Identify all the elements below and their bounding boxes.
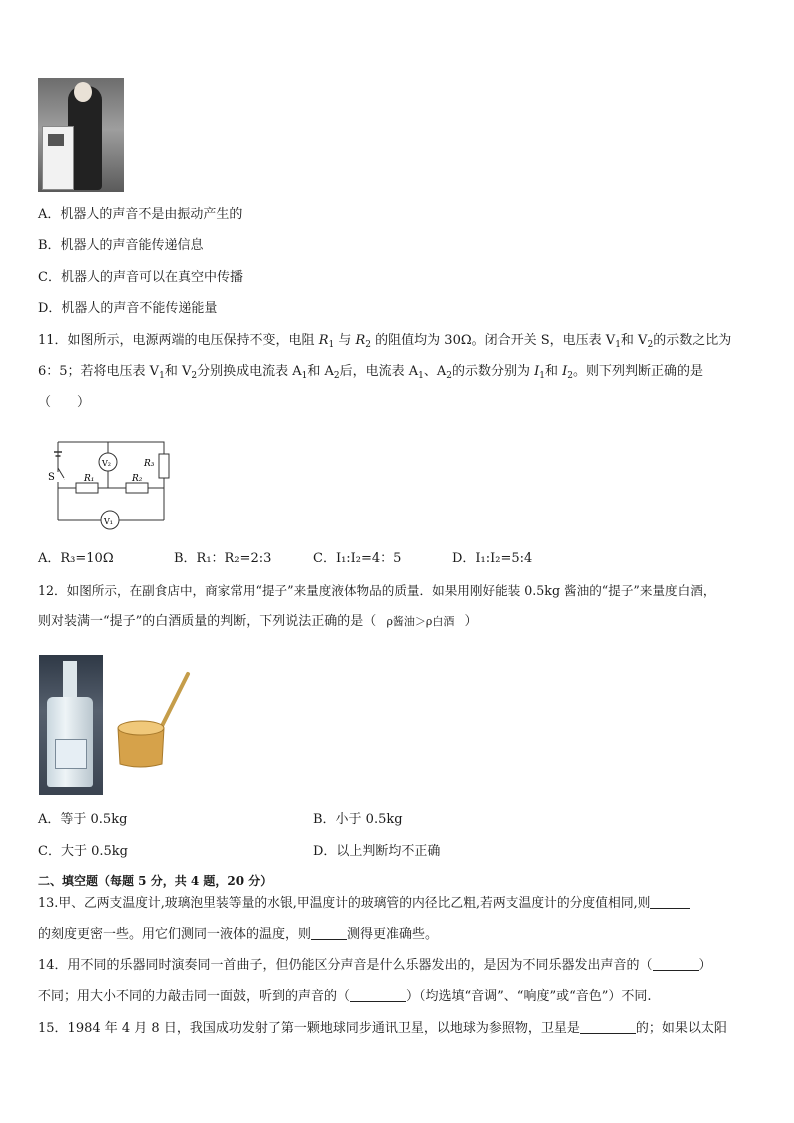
r1-label: R₁	[84, 474, 95, 484]
robot-photo	[38, 78, 124, 192]
q11-answer-paren: （ ）	[38, 395, 91, 410]
v2-label: V₂	[102, 459, 111, 468]
q12-line-2: 则对装满一“提子”的白酒质量的判断，下列说法正确的是（ ρ酱油＞ρ白酒 ）	[38, 614, 478, 629]
q10-option-d: D．机器人的声音不能传递能量	[38, 301, 218, 316]
section-heading: 二、填空题（每题 5 分，共 4 题，20 分）	[38, 874, 273, 888]
q11-line-1: 11．如图所示，电源两端的电压保持不变，电阻 $R_1$ 与 $R_2$ 的阻值均为 30Ω。闭合开关 S，电压表 $V_1$和 $V_2$的示数之比为	[38, 333, 732, 350]
q11-option-b: B．R₁：R₂=2:3	[174, 551, 272, 566]
q12-option-d: D．以上判断均不正确	[313, 844, 441, 859]
switch-label: S	[48, 472, 55, 483]
q12-option-c: C．大于 0.5kg	[38, 844, 128, 859]
r3-label: R₃	[144, 459, 155, 469]
q11-option-a: A．R₃=10Ω	[38, 551, 114, 566]
q13-line-2: 的刻度更密一些。用它们测同一液体的温度，则 测得更准确些。	[38, 927, 439, 942]
q11-option-c: C．I₁:I₂=4：5	[313, 551, 402, 566]
q10-option-b: B．机器人的声音能传递信息	[38, 238, 204, 253]
q10-option-a: A．机器人的声音不是由振动产生的	[38, 207, 243, 222]
q15-line-1: 15．1984 年 4 月 8 日，我国成功发射了第一颗地球同步通讯卫星，以地球为参照物，卫星是 的；如果以太阳	[38, 1021, 727, 1036]
circuit-diagram	[40, 438, 170, 530]
q12-option-a: A．等于 0.5kg	[38, 812, 128, 827]
ladle-image	[112, 668, 202, 768]
density-condition: ρ酱油＞ρ白酒	[386, 615, 455, 628]
r2-label: R₂	[132, 474, 143, 484]
q13-line-1: 13.甲、乙两支温度计,玻璃泡里装等量的水银,甲温度计的玻璃管的内径比乙粗,若两支温度计的分度值相同,则	[38, 895, 690, 913]
q10-option-c: C．机器人的声音可以在真空中传播	[38, 270, 243, 285]
q12-option-b: B．小于 0.5kg	[313, 812, 403, 827]
v1-label: V₁	[104, 517, 113, 526]
q12-line-1: 12．如图所示，在副食店中，商家常用“提子”来量度液体物品的质量．如果用刚好能装 0.5kg 酱油的“提子”来量度白酒，	[38, 583, 716, 598]
q11-option-d: D．I₁:I₂=5:4	[452, 551, 533, 566]
q14-line-1: 14．用不同的乐器同时演奏同一首曲子，但仍能区分声音是什么乐器发出的，是因为不同乐器发出声音的（ ）	[38, 958, 712, 973]
q14-line-2: 不同；用大小不同的力敲击同一面鼓，听到的声音的（ ）（均选填“音调”、“响度”或“音色”）不同.	[38, 989, 652, 1004]
liquor-bottle-photo	[39, 655, 103, 795]
q11-line-2: 6：5；若将电压表 $V_1$和 $V_2$分别换成电流表 $A_1$和 $A_2$后，电流表 $A_1$、$A_2$的示数分别为 $I_1$和 $I_2$。则下列判断正确的是	[38, 364, 704, 381]
